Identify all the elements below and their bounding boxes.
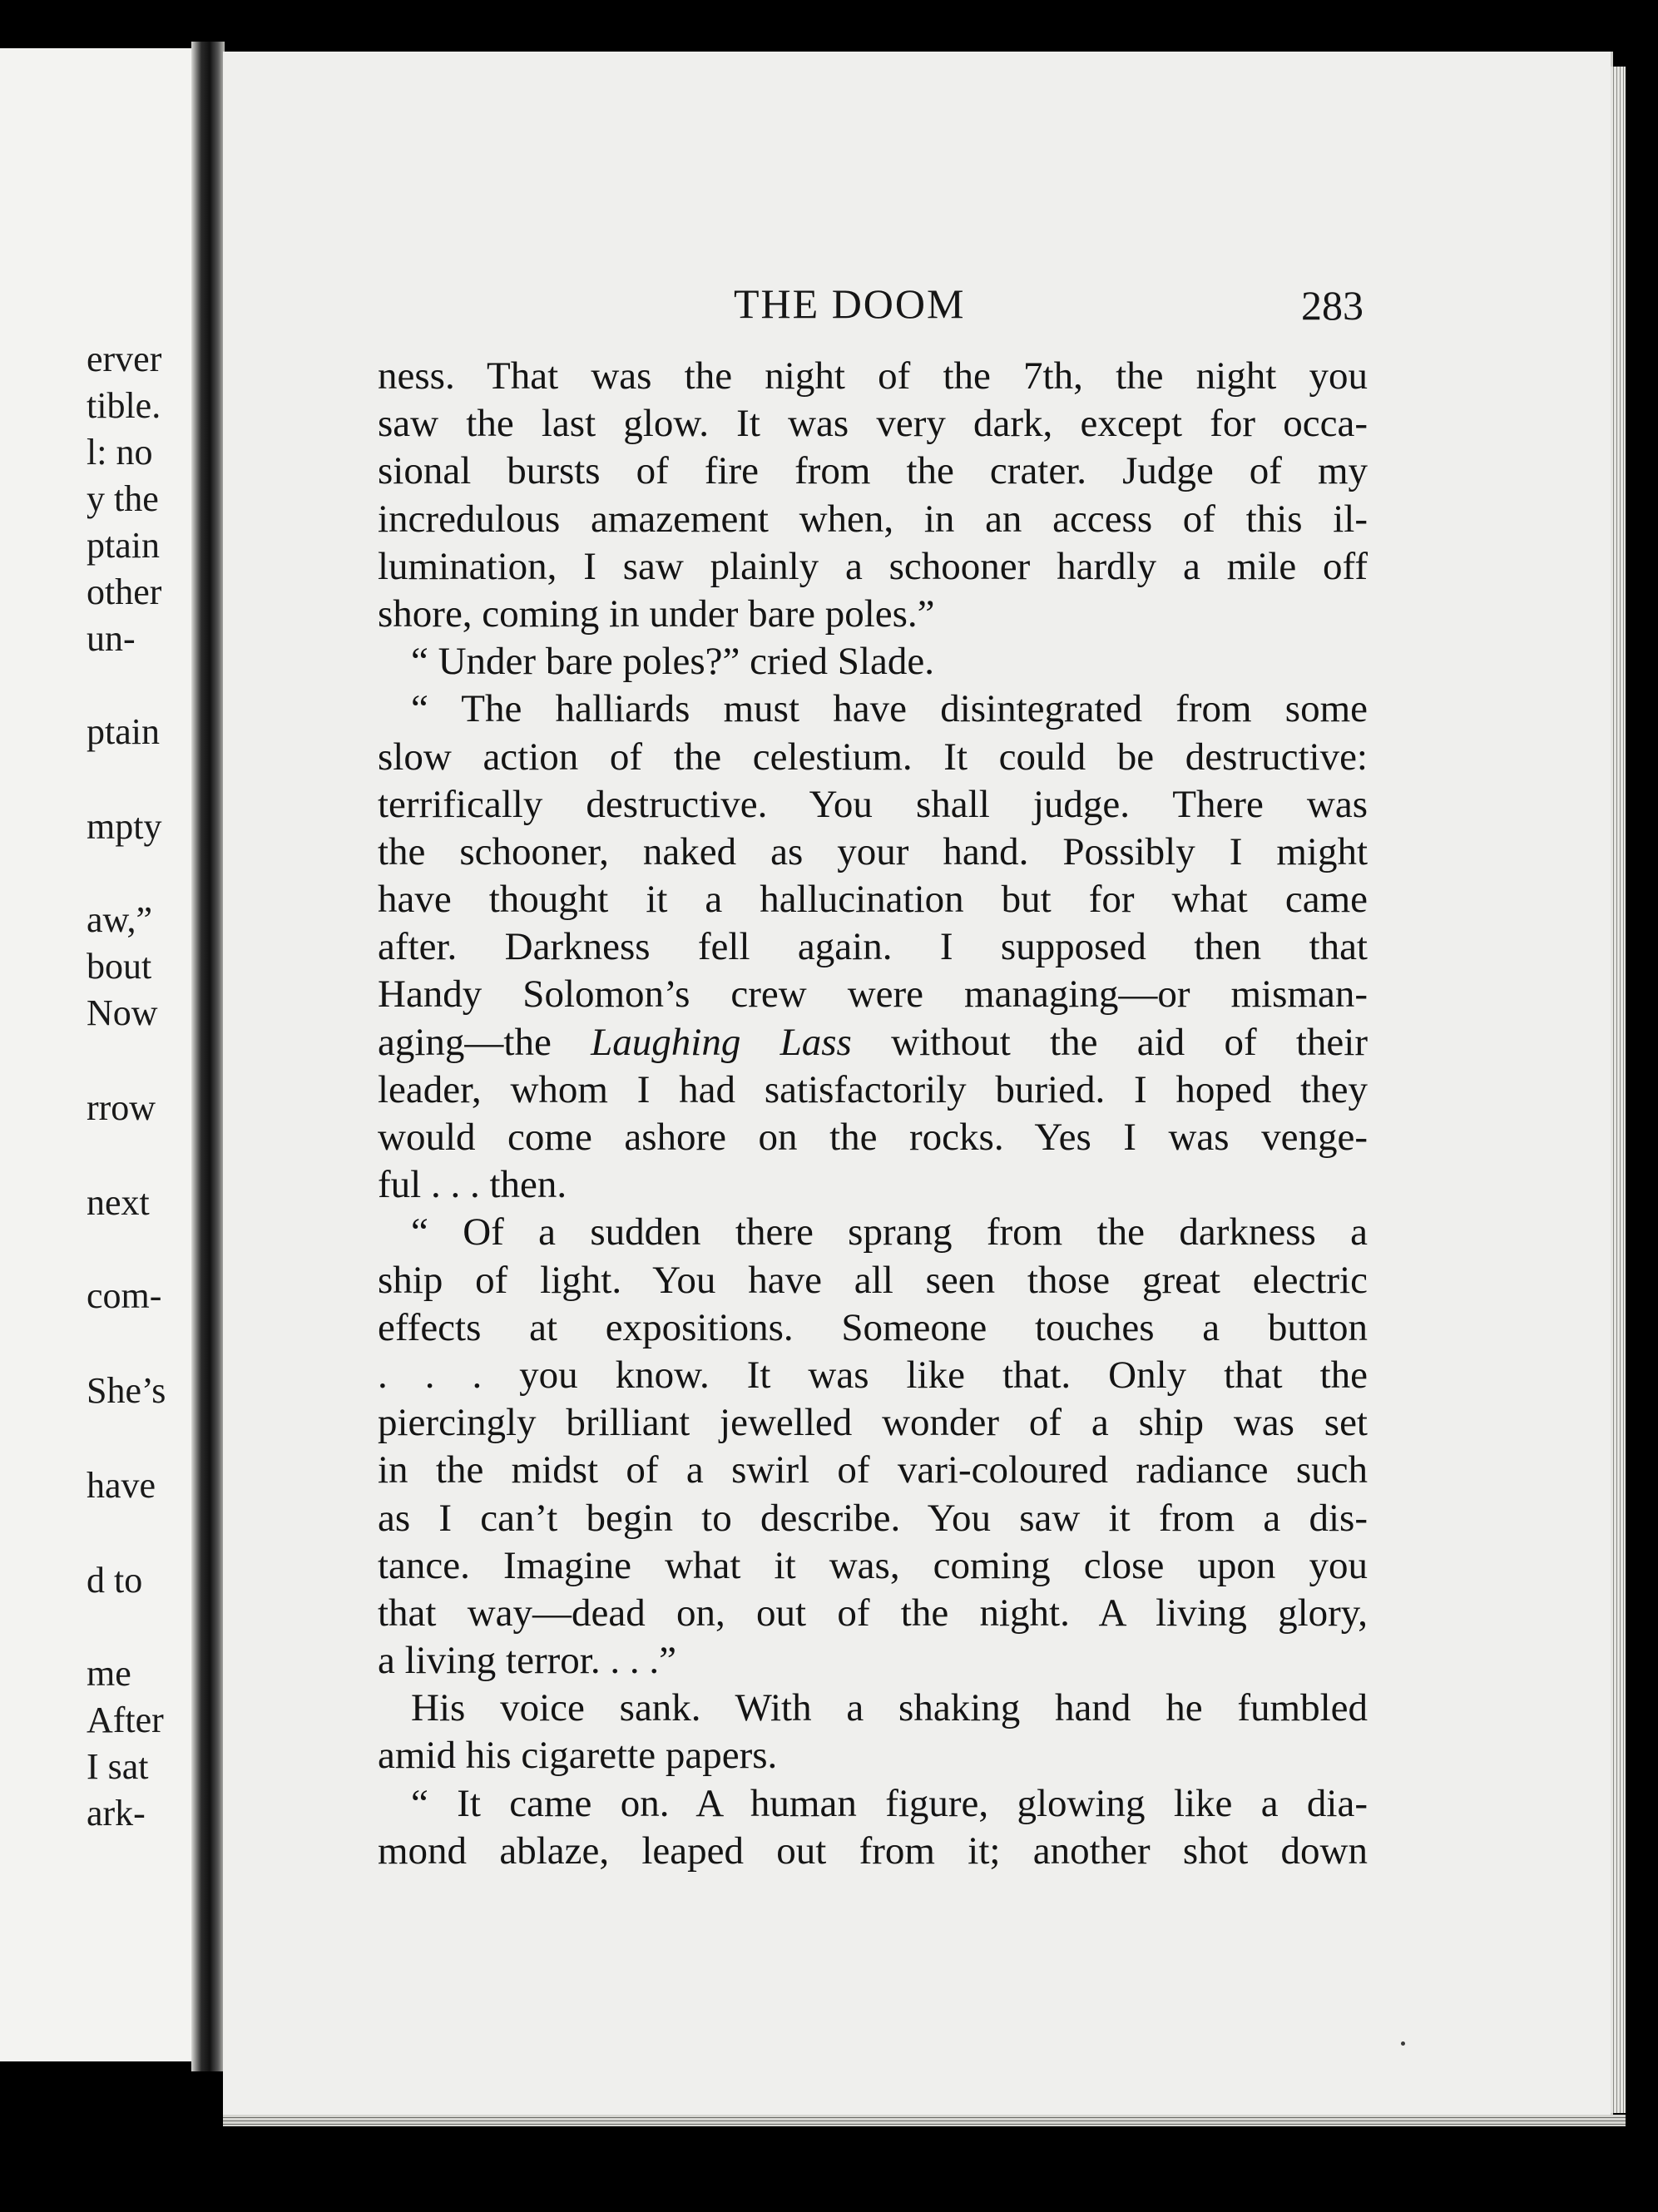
left-page-fragment: me bbox=[87, 1653, 131, 1694]
left-page-fragment: She’s bbox=[87, 1370, 166, 1411]
text-line-with-italic bbox=[378, 1019, 1368, 1066]
right-page bbox=[223, 52, 1613, 2115]
text-line: shore, coming in under bare poles.” bbox=[378, 591, 935, 636]
text-line: the schooner, naked as your hand. Possibly I might bbox=[378, 829, 1368, 873]
left-page-fragment: mpty bbox=[87, 806, 162, 847]
left-page-fragment: com- bbox=[87, 1275, 162, 1316]
page-stack-edge bbox=[1611, 67, 1626, 2113]
left-page-fragment: bout bbox=[87, 946, 152, 987]
book-gutter bbox=[191, 42, 225, 2071]
left-page-fragment: I sat bbox=[87, 1746, 149, 1787]
left-page-fragment: y the bbox=[87, 478, 159, 519]
text-line: effects at expositions. Someone touches a button bbox=[378, 1305, 1368, 1349]
left-page-fragment: ptain bbox=[87, 525, 160, 566]
page-stack-bottom-edge bbox=[223, 2115, 1626, 2126]
left-page-fragment: erver bbox=[87, 339, 162, 379]
text-line: have thought it a hallucination but for what came bbox=[378, 878, 1368, 922]
text-segment: aging—the bbox=[378, 1020, 591, 1064]
text-line: sional bursts of fire from the crater. Judge of my bbox=[378, 449, 1368, 493]
text-line: saw the last glow. It was very dark, except for occa- bbox=[378, 402, 1368, 446]
text-line: slow action of the celestium. It could be destructive: bbox=[378, 735, 1368, 779]
text-line: ness. That was the night of the 7th, the night you bbox=[378, 354, 1368, 398]
paper-speck bbox=[1401, 2041, 1405, 2046]
text-line: tance. Imagine what it was, coming close upon you bbox=[378, 1543, 1368, 1587]
left-page-fragment: ptain bbox=[87, 711, 160, 752]
text-line: in the midst of a swirl of vari-coloured radiance such bbox=[378, 1448, 1368, 1492]
text-line: “ Under bare poles?” cried Slade. bbox=[411, 640, 934, 684]
text-line: His voice sank. With a shaking hand he fumbled bbox=[411, 1686, 1368, 1730]
text-line: ful . . . then. bbox=[378, 1163, 567, 1207]
text-line: ship of light. You have all seen those great electric bbox=[378, 1258, 1368, 1302]
body-text bbox=[378, 353, 1368, 1875]
left-facing-page bbox=[0, 48, 196, 2061]
left-page-fragment: other bbox=[87, 572, 162, 612]
italic-ship-name: Laughing Lass bbox=[591, 1020, 852, 1064]
left-page-fragment: tible. bbox=[87, 385, 161, 426]
left-page-fragment: aw,” bbox=[87, 899, 152, 940]
left-page-fragment: ark- bbox=[87, 1793, 146, 1833]
left-page-fragment: rrow bbox=[87, 1087, 156, 1128]
text-line: that way—dead on, out of the night. A living glory, bbox=[378, 1591, 1368, 1635]
running-title: THE DOOM bbox=[734, 280, 966, 327]
text-line: . . . you know. It was like that. Only that the bbox=[378, 1353, 1368, 1397]
text-line: mond ablaze, leaped out from it; another shot down bbox=[378, 1828, 1368, 1873]
left-page-fragment: un- bbox=[87, 618, 136, 659]
text-segment: without the aid of their bbox=[851, 1020, 1368, 1064]
text-line: “ The halliards must have disintegrated from some bbox=[411, 687, 1368, 731]
left-page-fragment: d to bbox=[87, 1560, 143, 1601]
text-line: would come ashore on the rocks. Yes I was venge- bbox=[378, 1116, 1368, 1159]
text-line: piercingly brilliant jewelled wonder of a ship was set bbox=[378, 1401, 1368, 1445]
text-line: a living terror. . . .” bbox=[378, 1639, 676, 1683]
page-number: 283 bbox=[1301, 282, 1364, 329]
left-page-fragment: have bbox=[87, 1465, 156, 1506]
left-page-fragment: l: no bbox=[87, 432, 153, 473]
left-page-fragment: Now bbox=[87, 992, 158, 1033]
left-page-fragment: After bbox=[87, 1700, 164, 1740]
left-page-fragment: next bbox=[87, 1182, 150, 1223]
text-line: after. Darkness fell again. I supposed then that bbox=[378, 925, 1368, 969]
text-line: Handy Solomon’s crew were managing—or misman- bbox=[378, 972, 1368, 1017]
text-line: amid his cigarette papers. bbox=[378, 1734, 778, 1778]
text-line: “ Of a sudden there sprang from the darkness a bbox=[411, 1210, 1368, 1254]
text-line: as I can’t begin to describe. You saw it from a dis- bbox=[378, 1496, 1368, 1540]
text-line: lumination, I saw plainly a schooner hardly a mile off bbox=[378, 544, 1368, 588]
text-line: leader, whom I had satisfactorily buried. I hoped they bbox=[378, 1067, 1368, 1111]
text-line: incredulous amazement when, in an access of this il- bbox=[378, 497, 1368, 541]
text-line: “ It came on. A human figure, glowing like a dia- bbox=[411, 1781, 1368, 1825]
running-head bbox=[223, 280, 1611, 333]
text-line: terrifically destructive. You shall judge. There was bbox=[378, 782, 1368, 826]
